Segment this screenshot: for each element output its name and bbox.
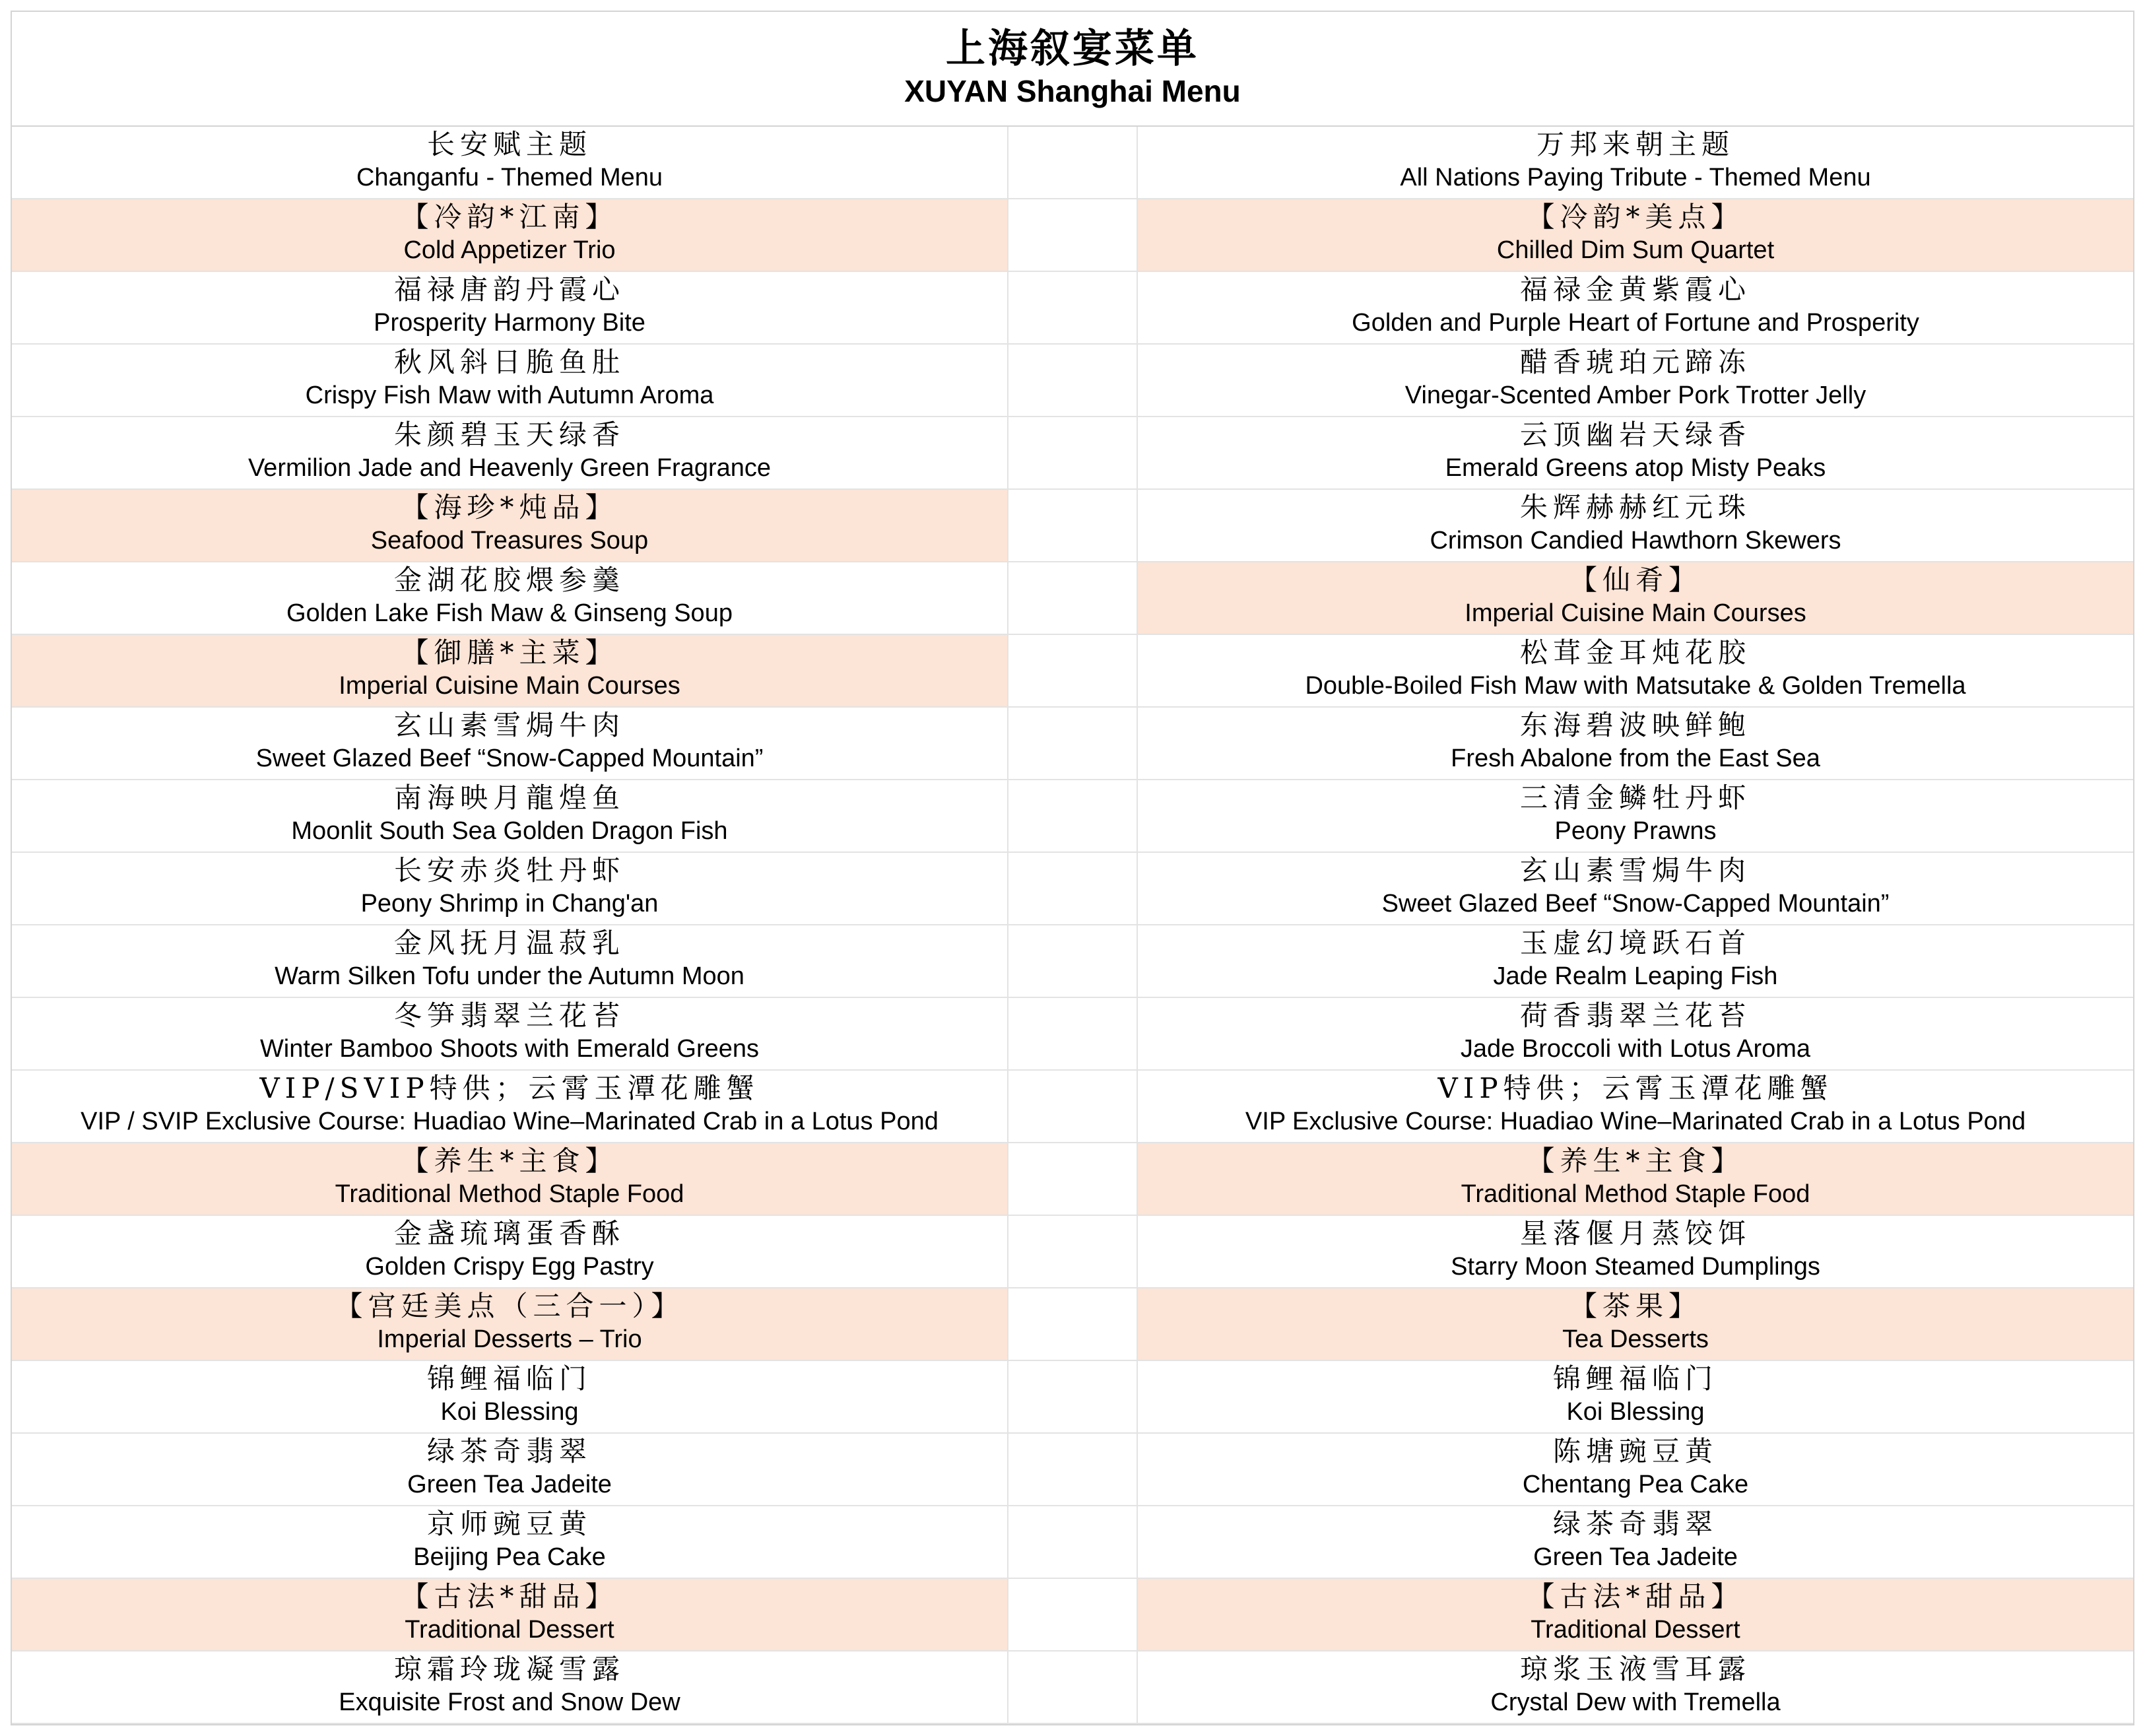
spacer-cell	[1008, 562, 1138, 635]
menu-item-left	[12, 127, 1008, 199]
section-header-left	[12, 1579, 1008, 1652]
dish-name-english: Warm Silken Tofu under the Autumn Moon	[275, 962, 744, 990]
dish-name-chinese: 玄山素雪焗牛肉	[1519, 854, 1751, 886]
dish-name-english: Imperial Desserts – Trio	[377, 1325, 642, 1353]
spacer-cell	[1008, 1652, 1138, 1724]
dish-name-chinese: 金湖花胶煨参羹	[393, 564, 625, 596]
menu-item-left	[12, 925, 1008, 998]
dish-name-english: Cold Appetizer Trio	[403, 236, 616, 264]
section-header-right	[1138, 1288, 2133, 1361]
menu-item-right	[1138, 1361, 2133, 1434]
menu-item-left	[12, 998, 1008, 1071]
dish-name-english: Chilled Dim Sum Quartet	[1496, 236, 1775, 264]
spacer-cell	[1008, 708, 1138, 780]
spacer-cell	[1008, 199, 1138, 272]
menu-item-right	[1138, 1652, 2133, 1724]
dish-name-english: Crimson Candied Hawthorn Skewers	[1430, 527, 1841, 554]
dish-name-english: Golden and Purple Heart of Fortune and Prosperity	[1352, 309, 1919, 337]
dish-name-english: Exquisite Frost and Snow Dew	[339, 1688, 680, 1716]
dish-name-english: Crystal Dew with Tremella	[1490, 1688, 1781, 1716]
dish-name-english: Sweet Glazed Beef “Snow-Capped Mountain”	[255, 745, 764, 772]
menu-item-right	[1138, 925, 2133, 998]
title-block	[12, 12, 2133, 127]
dish-name-chinese: 【冷韵*江南】	[401, 201, 618, 233]
menu-sheet	[11, 11, 2134, 1725]
dish-name-chinese: 【古法*甜品】	[401, 1580, 618, 1613]
spacer-cell	[1008, 127, 1138, 199]
dish-name-english: Vermilion Jade and Heavenly Green Fragrance	[248, 454, 772, 482]
menu-item-left	[12, 853, 1008, 925]
dish-name-english: Starry Moon Steamed Dumplings	[1451, 1253, 1820, 1281]
menu-item-left	[12, 780, 1008, 853]
menu-item-right	[1138, 780, 2133, 853]
dish-name-chinese: 【海珍*炖品】	[401, 491, 618, 523]
dish-name-chinese: 福禄金黄紫霞心	[1519, 273, 1751, 306]
section-header-right	[1138, 199, 2133, 272]
dish-name-chinese: 【仙肴】	[1569, 564, 1701, 596]
spacer-cell	[1008, 635, 1138, 708]
dish-name-english: All Nations Paying Tribute - Themed Menu	[1400, 164, 1871, 191]
spacer-cell	[1008, 1506, 1138, 1579]
menu-item-left	[12, 1506, 1008, 1579]
dish-name-chinese: 锦鲤福临门	[1552, 1362, 1718, 1395]
dish-name-english: Golden Lake Fish Maw & Ginseng Soup	[286, 599, 733, 627]
menu-item-right	[1138, 417, 2133, 490]
dish-name-english: Golden Crispy Egg Pastry	[365, 1253, 654, 1281]
dish-name-chinese: 万邦来朝主题	[1536, 128, 1734, 160]
dish-name-chinese: 【宫廷美点（三合一）】	[335, 1290, 684, 1322]
dish-name-chinese: 长安赤炎牡丹虾	[393, 854, 625, 886]
section-header-right	[1138, 1579, 2133, 1652]
spacer-cell	[1008, 1143, 1138, 1216]
menu-item-left	[12, 1434, 1008, 1506]
spacer-cell	[1008, 853, 1138, 925]
spacer-cell	[1008, 272, 1138, 345]
dish-name-english: Koi Blessing	[1566, 1398, 1705, 1426]
dish-name-chinese: 锦鲤福临门	[426, 1362, 592, 1395]
menu-item-left	[12, 417, 1008, 490]
menu-item-right	[1138, 708, 2133, 780]
dish-name-english: Beijing Pea Cake	[413, 1543, 606, 1571]
dish-name-chinese: 琼霜玲珑凝雪露	[393, 1653, 625, 1685]
dish-name-chinese: 金风抚月温菽乳	[393, 927, 625, 959]
dish-name-chinese: 冬笋翡翠兰花苔	[393, 999, 625, 1032]
dish-name-chinese: 京师豌豆黄	[426, 1508, 592, 1540]
spacer-cell	[1008, 1361, 1138, 1434]
menu-item-right	[1138, 1506, 2133, 1579]
dish-name-english: Imperial Cuisine Main Courses	[339, 672, 680, 700]
dish-name-chinese: 陈塘豌豆黄	[1552, 1435, 1718, 1467]
dish-name-english: Fresh Abalone from the East Sea	[1451, 745, 1820, 772]
menu-item-left	[12, 1071, 1008, 1143]
section-header-right	[1138, 562, 2133, 635]
spacer-cell	[1008, 490, 1138, 562]
menu-item-right	[1138, 1434, 2133, 1506]
dish-name-english: Winter Bamboo Shoots with Emerald Greens	[259, 1035, 760, 1063]
dish-name-english: Sweet Glazed Beef “Snow-Capped Mountain”	[1381, 890, 1890, 918]
spacer-cell	[1008, 1216, 1138, 1288]
dish-name-chinese: 南海映月龍煌鱼	[393, 782, 625, 814]
dish-name-english: Peony Shrimp in Chang'an	[360, 890, 659, 918]
spacer-cell	[1008, 1288, 1138, 1361]
dish-name-chinese: 松茸金耳炖花胶	[1519, 636, 1751, 669]
dish-name-chinese: 【养生*主食】	[1527, 1145, 1744, 1177]
dish-name-chinese: 金盏琉璃蛋香酥	[393, 1217, 625, 1250]
dish-name-chinese: VIP/SVIP特供；云霄玉潭花雕蟹	[259, 1072, 760, 1104]
spacer-cell	[1008, 345, 1138, 417]
dish-name-chinese: 【养生*主食】	[401, 1145, 618, 1177]
section-header-left	[12, 1143, 1008, 1216]
section-header-right	[1138, 1143, 2133, 1216]
dish-name-english: Jade Broccoli with Lotus Aroma	[1460, 1035, 1811, 1063]
spacer-cell	[1008, 998, 1138, 1071]
dish-name-chinese: 醋香琥珀元蹄冻	[1519, 346, 1751, 378]
dish-name-english: Traditional Dessert	[405, 1616, 614, 1644]
menu-item-left	[12, 272, 1008, 345]
dish-name-chinese: 荷香翡翠兰花苔	[1519, 999, 1751, 1032]
dish-name-chinese: 朱辉赫赫红元珠	[1519, 491, 1751, 523]
dish-name-chinese: VIP特供；云霄玉潭花雕蟹	[1437, 1072, 1833, 1104]
dish-name-english: VIP Exclusive Course: Huadiao Wine–Marinated Crab in a Lotus Pond	[1245, 1108, 2026, 1135]
dish-name-english: Jade Realm Leaping Fish	[1493, 962, 1778, 990]
dish-name-chinese: 星落偃月蒸饺饵	[1519, 1217, 1751, 1250]
dish-name-english: Emerald Greens atop Misty Peaks	[1445, 454, 1826, 482]
dish-name-chinese: 绿茶奇翡翠	[426, 1435, 592, 1467]
menu-item-right	[1138, 1216, 2133, 1288]
dish-name-chinese: 福禄唐韵丹霞心	[393, 273, 625, 306]
menu-item-left	[12, 708, 1008, 780]
dish-name-chinese: 【古法*甜品】	[1527, 1580, 1744, 1613]
dish-name-english: Traditional Method Staple Food	[1461, 1180, 1810, 1208]
spacer-cell	[1008, 1579, 1138, 1652]
section-header-left	[12, 199, 1008, 272]
menu-item-right	[1138, 635, 2133, 708]
dish-name-chinese: 朱颜碧玉天绿香	[393, 418, 625, 451]
dish-name-english: Vinegar-Scented Amber Pork Trotter Jelly	[1404, 382, 1866, 409]
dish-name-chinese: 玄山素雪焗牛肉	[393, 709, 625, 741]
menu-item-right	[1138, 1071, 2133, 1143]
menu-item-right	[1138, 272, 2133, 345]
dish-name-chinese: 云顶幽岩天绿香	[1519, 418, 1751, 451]
dish-name-chinese: 东海碧波映鲜鲍	[1519, 709, 1751, 741]
spacer-cell	[1008, 780, 1138, 853]
menu-table	[12, 127, 2133, 1724]
dish-name-english: Double-Boiled Fish Maw with Matsutake & Golden Tremella	[1305, 672, 1966, 700]
dish-name-english: Imperial Cuisine Main Courses	[1465, 599, 1806, 627]
section-header-left	[12, 490, 1008, 562]
dish-name-english: Moonlit South Sea Golden Dragon Fish	[291, 817, 728, 845]
menu-item-left	[12, 562, 1008, 635]
dish-name-chinese: 秋风斜日脆鱼肚	[393, 346, 625, 378]
menu-item-left	[12, 1652, 1008, 1724]
menu-item-right	[1138, 345, 2133, 417]
dish-name-english: Tea Desserts	[1562, 1325, 1709, 1353]
dish-name-english: Traditional Dessert	[1531, 1616, 1740, 1644]
menu-item-right	[1138, 490, 2133, 562]
dish-name-chinese: 绿茶奇翡翠	[1552, 1508, 1718, 1540]
dish-name-chinese: 玉虚幻境跃石首	[1519, 927, 1751, 959]
dish-name-chinese: 【御膳*主菜】	[401, 636, 618, 669]
dish-name-chinese: 琼浆玉液雪耳露	[1519, 1653, 1751, 1685]
dish-name-english: Green Tea Jadeite	[1533, 1543, 1738, 1571]
menu-item-left	[12, 345, 1008, 417]
spacer-cell	[1008, 1434, 1138, 1506]
spacer-cell	[1008, 925, 1138, 998]
menu-item-left	[12, 1361, 1008, 1434]
dish-name-chinese: 长安赋主题	[426, 128, 592, 160]
dish-name-english: Green Tea Jadeite	[407, 1471, 612, 1498]
menu-item-right	[1138, 127, 2133, 199]
dish-name-english: Prosperity Harmony Bite	[374, 309, 645, 337]
dish-name-chinese: 【冷韵*美点】	[1527, 201, 1744, 233]
menu-item-left	[12, 1216, 1008, 1288]
menu-item-right	[1138, 853, 2133, 925]
dish-name-english: Seafood Treasures Soup	[370, 527, 649, 554]
page-title-english: XUYAN Shanghai Menu	[904, 74, 1241, 108]
dish-name-english: Crispy Fish Maw with Autumn Aroma	[305, 382, 714, 409]
section-header-left	[12, 635, 1008, 708]
dish-name-english: Changanfu - Themed Menu	[356, 164, 663, 191]
spacer-cell	[1008, 1071, 1138, 1143]
spacer-cell	[1008, 417, 1138, 490]
dish-name-chinese: 三清金鳞牡丹虾	[1519, 782, 1751, 814]
dish-name-english: Chentang Pea Cake	[1522, 1471, 1749, 1498]
menu-item-right	[1138, 998, 2133, 1071]
dish-name-chinese: 【茶果】	[1569, 1290, 1701, 1322]
dish-name-english: VIP / SVIP Exclusive Course: Huadiao Wine–Marinated Crab in a Lotus Pond	[81, 1108, 939, 1135]
dish-name-english: Koi Blessing	[440, 1398, 579, 1426]
dish-name-english: Peony Prawns	[1554, 817, 1717, 845]
dish-name-english: Traditional Method Staple Food	[335, 1180, 684, 1208]
page-title-chinese: 上海叙宴菜单	[946, 26, 1199, 72]
section-header-left	[12, 1288, 1008, 1361]
